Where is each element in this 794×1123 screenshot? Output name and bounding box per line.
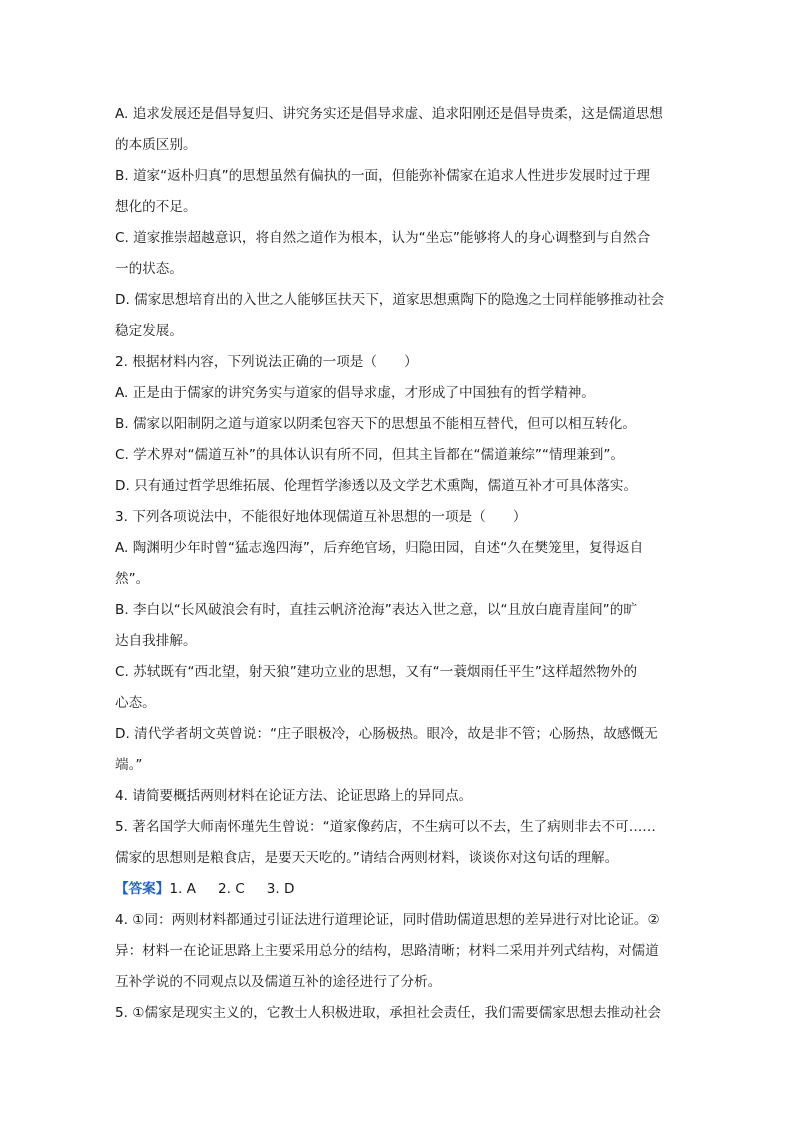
q1-option-a-line2: 的本质区别。 — [115, 137, 197, 153]
answer-line — [115, 874, 687, 905]
q1-option-d — [115, 285, 687, 347]
q1-option-d-line2: 稳定发展。 — [115, 323, 183, 339]
q3-option-d — [115, 719, 687, 781]
q4-stem: 4. 请简要概括两则材料在论证方法、论证思路上的异同点。 — [115, 788, 473, 804]
q1-options — [115, 99, 687, 347]
q2-stem: 2. 根据材料内容，下列说法正确的一项是（ ） — [115, 354, 418, 370]
q3-option-a — [115, 533, 687, 595]
q3-option-d-line1: D. 清代学者胡文英曾说：“庄子眼极冷，心肠极热。眼冷，故是非不管；心肠热，故感慨无 — [115, 726, 658, 742]
question-2 — [115, 347, 687, 502]
answer-tag: 【答案】 — [115, 881, 170, 897]
q5-line1: 5. 著名国学大师南怀瑾先生曾说：“道家像药店，不生病可以不去，生了病则非去不可…… — [115, 819, 656, 835]
q3-option-b — [115, 595, 687, 657]
q1-option-a-line1: A. 追求发展还是倡导复归、讲究务实还是倡导求虚、追求阳刚还是倡导贵柔，这是儒道思想 — [115, 106, 663, 122]
q1-option-b-line2: 想化的不足。 — [115, 199, 197, 215]
q5-line2: 儒家的思想则是粮食店，是要天天吃的。”请结合两则材料，谈谈你对这句话的理解。 — [115, 850, 619, 866]
q2-option-a: A. 正是由于儒家的讲究务实与道家的倡导求虚，才形成了中国独有的哲学精神。 — [115, 385, 595, 401]
q3-option-b-line2: 达自我排解。 — [115, 633, 197, 649]
q2-option-c: C. 学术界对“儒道互补”的具体认识有所不同，但其主旨都在“儒道兼综”“情理兼到”。 — [115, 447, 624, 463]
explanation-4-line3: 互补学说的不同观点以及儒道互补的途径进行了分析。 — [115, 974, 442, 990]
q1-option-c-line2: 一的状态。 — [115, 261, 183, 277]
q1-option-c-line1: C. 道家推崇超越意识，将自然之道作为根本，认为“坐忘”能够将人的身心调整到与自然合 — [115, 230, 651, 246]
q3-option-c — [115, 657, 687, 719]
q2-option-b: B. 儒家以阳制阴之道与道家以阴柔包容天下的思想虽不能相互替代，但可以相互转化。 — [115, 416, 636, 432]
q3-option-c-line2: 心态。 — [115, 695, 156, 711]
q1-option-c — [115, 223, 687, 285]
q3-option-a-line1: A. 陶渊明少年时曾“猛志逸四海”，后弃绝官场，归隐田园，自述“久在樊笼里，复得返自 — [115, 540, 644, 556]
explanation-5-line1: 5. ①儒家是现实主义的，它教士人积极进取，承担社会责任，我们需要儒家思想去推动社会 — [115, 1005, 662, 1021]
answer-item-3: 3. D — [266, 881, 295, 897]
q1-option-d-line1: D. 儒家思想培育出的入世之人能够匡扶天下，道家思想熏陶下的隐逸之士同样能够推动社会 — [115, 292, 665, 308]
q1-option-b-line1: B. 道家“返朴归真”的思想虽然有偏执的一面，但能弥补儒家在追求人性进步发展时过于理 — [115, 168, 651, 184]
page-content — [115, 99, 687, 1029]
q3-option-a-line2: 然”。 — [115, 571, 150, 587]
explanation-4-line2: 异：材料一在论证思路上主要采用总分的结构，思路清晰；材料二采用并列式结构，对儒道 — [115, 943, 659, 959]
answer-item-1: 1. A — [169, 881, 196, 897]
question-5 — [115, 812, 687, 874]
q1-option-a — [115, 99, 687, 161]
answer-item-2: 2. C — [217, 881, 245, 897]
explanation-4 — [115, 905, 687, 998]
question-3 — [115, 502, 687, 781]
q3-option-c-line1: C. 苏轼既有“西北望，射天狼”建功立业的思想，又有“一蓑烟雨任平生”这样超然物外的 — [115, 664, 638, 680]
q2-option-d: D. 只有通过哲学思维拓展、伦理哲学渗透以及文学艺术熏陶，儒道互补才可具体落实。 — [115, 478, 638, 494]
q3-option-b-line1: B. 李白以“长风破浪会有时，直挂云帆济沧海”表达入世之意，以“且放白鹿青崖间”的旷 — [115, 602, 637, 618]
explanation-5 — [115, 998, 687, 1029]
q3-stem: 3. 下列各项说法中，不能很好地体现儒道互补思想的一项是（ ） — [115, 509, 527, 525]
q1-option-b — [115, 161, 687, 223]
explanation-4-line1: 4. ①同：两则材料都通过引证法进行道理论证，同时借助儒道思想的差异进行对比论证。② — [115, 912, 660, 928]
q3-option-d-line2: 端。” — [115, 757, 143, 773]
